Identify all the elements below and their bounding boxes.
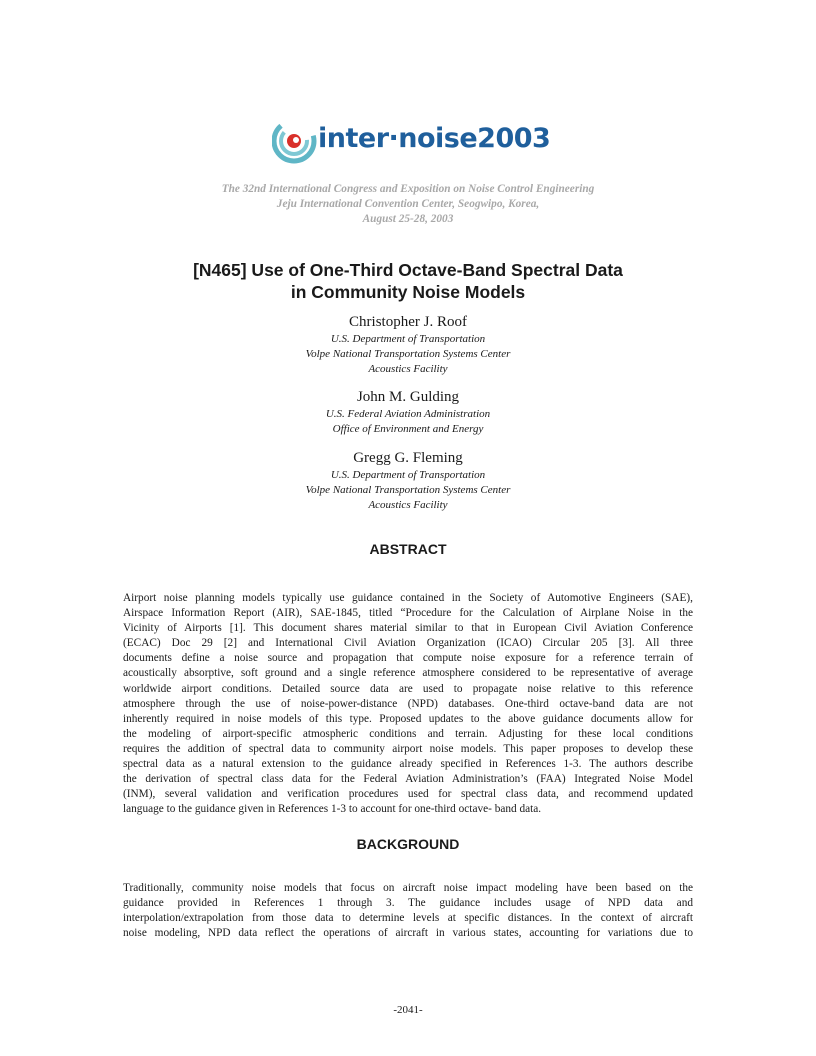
text-line: documents define a noise source and propagation that compute noise exposure for a reference terrain of [123, 652, 693, 665]
author-block [0, 388, 816, 437]
background-paragraph [123, 881, 693, 941]
author-affiliation: Volpe National Transportation Systems Center [305, 348, 511, 360]
page-number: -2041- [393, 1004, 423, 1016]
text-line: requires the addition of spectral data to community airport noise models. This paper proposes to develop these [123, 742, 693, 755]
paper-title [0, 259, 816, 303]
text-line: noise modeling, NPD data reflect the operations of aircraft in various states, accounting for variations due to [123, 927, 693, 940]
author-affiliation: U.S. Federal Aviation Administration [325, 408, 491, 420]
text-line: inherently required in noise models of this type. Proposed updates to the above guidance documents allow for [123, 712, 693, 725]
title-line: [N465] Use of One-Third Octave-Band Spectral Data [193, 260, 623, 280]
author-affiliation: U.S. Department of Transportation [330, 333, 486, 345]
author-affiliation: Acoustics Facility [368, 363, 448, 375]
text-line: spectral data as a natural extension to the guidance already specified in References 1-3. The authors describe [123, 758, 693, 771]
conference-line: Jeju International Convention Center, Seogwipo, Korea, [276, 198, 540, 210]
author-affiliation: Acoustics Facility [368, 499, 448, 511]
abstract-heading: ABSTRACT [369, 541, 447, 557]
conference-logo [272, 113, 551, 169]
author-block [0, 313, 816, 377]
text-line: interpolation/extrapolation from those data to determine levels at specific distances. In the context of aircraft [123, 912, 693, 925]
text-line: acoustically absorptive, soft ground and a single reference atmosphere considered to be representative of average [123, 667, 693, 680]
title-line: in Community Noise Models [290, 282, 526, 302]
text-line: the derivation of spectral class data for the Federal Aviation Administration’s (FAA) Integrated Noise Model [123, 773, 693, 786]
text-line: atmosphere through the use of noise-power-distance (NPD) databases. One-third octave-band data are not [123, 697, 693, 710]
text-line: worldwide airport conditions. Detailed source data are used to propagate noise relative to this reference [123, 682, 693, 695]
text-line: Airspace Information Report (AIR), SAE-1845, titled “Procedure for the Calculation of Airplane Noise in the [123, 607, 693, 620]
author-block [0, 449, 816, 513]
text-line: the modeling of airport-specific atmospheric conditions and terrain. Adjusting for these local conditions [123, 727, 693, 740]
text-line: language to the guidance given in References 1-3 to account for one-third octave- band data. [123, 803, 542, 816]
abstract-paragraph [123, 591, 693, 817]
conference-info [0, 182, 816, 227]
author-affiliation: Volpe National Transportation Systems Center [305, 484, 511, 496]
author-name: Gregg G. Fleming [353, 450, 463, 466]
text-line: (INM), several validation and verification procedures used for spectral class data, and recommend updated [123, 788, 693, 801]
author-name: John M. Gulding [356, 389, 460, 405]
text-line: (ECAC) Doc 29 [2] and International Civil Aviation Organization (ICAO) Circular 205 [3]. All three [123, 637, 693, 650]
text-line: Airport noise planning models typically use guidance contained in the Society of Automotive Engineers (SAE), [123, 592, 693, 604]
conference-line: The 32nd International Congress and Exposition on Noise Control Engineering [221, 183, 595, 195]
swirl-logo-icon [272, 113, 320, 169]
text-line: Traditionally, community noise models that focus on aircraft noise impact modeling have been based on the [123, 882, 693, 894]
conference-line: August 25-28, 2003 [362, 213, 454, 225]
author-affiliation: U.S. Department of Transportation [330, 469, 486, 481]
author-name: Christopher J. Roof [349, 314, 467, 330]
background-heading: BACKGROUND [356, 836, 460, 852]
logo-wordmark: inter·noise2003 [318, 123, 551, 154]
author-affiliation: Office of Environment and Energy [332, 423, 484, 435]
text-line: Vicinity of Airports [1]. This document shares material similar to that in European Civil Aviation Conference [123, 622, 693, 635]
text-line: guidance provided in References 1 through 3. The guidance includes usage of NPD data and [123, 897, 693, 910]
